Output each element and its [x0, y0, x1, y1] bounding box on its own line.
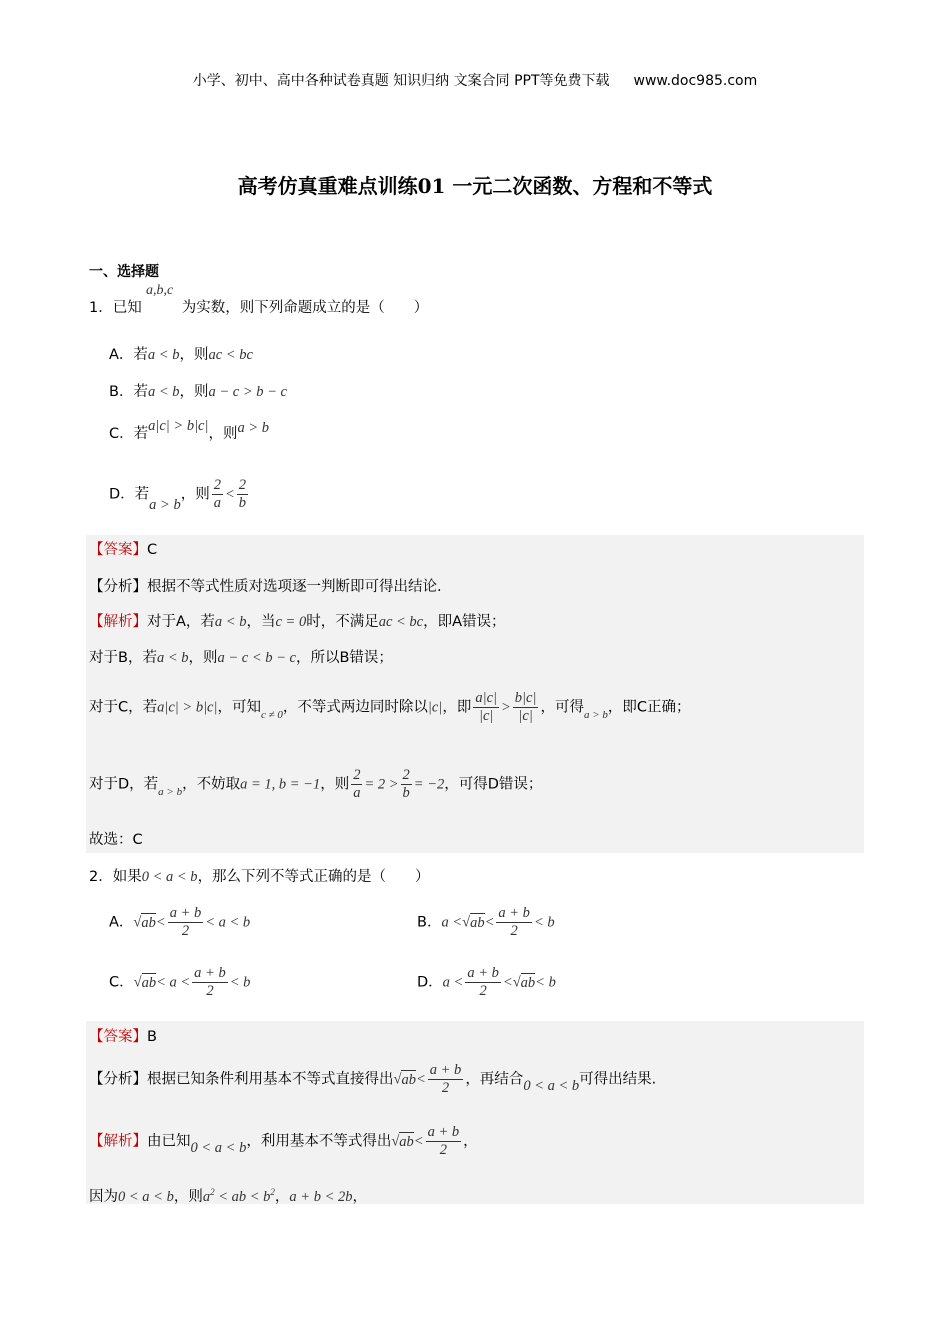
q1-vars: a,b,c: [146, 283, 174, 298]
q2-solution-2: 因为0 < a < b，则$a^2$ < ab < $b^2$，a + b < 2b，: [89, 1187, 367, 1205]
q1-answer: 【答案】C: [89, 542, 158, 558]
page-title: 高考仿真重难点训练01 一元二次函数、方程和不等式: [237, 174, 713, 198]
q1-solution-end: 故选：C: [89, 832, 143, 848]
q1-stem: 1．已知 为实数，则下列命题成立的是（ ）: [89, 300, 429, 316]
q1-analysis: 【分析】根据不等式性质对选项逐一判断即可得出结论.: [89, 579, 442, 595]
q1-option-d[interactable]: D．若a > b，则 $\frac{2}{a}$ < $\frac{2}{b}$: [109, 477, 247, 513]
q2-option-b[interactable]: B．a <√ab< $\frac{a + b}{2}$ < b: [417, 905, 555, 939]
q2-solution-box: [86, 1021, 864, 1204]
q1-solution-b: 对于B，若a < b，则a − c < b − c，所以B错误；: [89, 650, 393, 666]
q2-option-a[interactable]: A．√ab< $\frac{a + b}{2}$ < a < b: [109, 905, 251, 939]
q2-answer: 【答案】B: [89, 1029, 157, 1045]
q1-solution-c: 对于C，若a|c| > b|c|，可知$_{c \ne 0}$，不等式两边同时除以|c|，即 $\frac{a|c|}{|c|}$ > $\frac{b|c|}{|c|}$ ，可得$_{a > b}$，即C正确；: [89, 690, 691, 724]
q1-solution-a: 【解析】对于A，若a < b，当c = 0时，不满足ac < bc，即A错误；: [89, 614, 506, 630]
header-site[interactable]: www.doc985.com: [633, 73, 758, 89]
q1-solution-d: 对于D，若$_{a > b}$，不妨取a = 1, b = −1，则 $\frac{2}{a}$ = 2 > $\frac{2}{b}$ = −2，可得D错误；: [89, 767, 543, 801]
page-header: [0, 70, 950, 90]
q2-stem: 2．如果0 < a < b，那么下列不等式正确的是（ ）: [89, 869, 430, 885]
section-heading: 一、选择题: [89, 264, 159, 280]
q2-option-d[interactable]: D．a < $\frac{a + b}{2}$ <√ab< b: [417, 965, 556, 999]
q2-solution-1: 【解析】由已知0 < a < b，利用基本不等式得出√ab< $\frac{a + b}{2}$ ，: [89, 1124, 478, 1158]
q1-option-b[interactable]: B．若a < b，则a − c > b − c: [109, 384, 287, 400]
q1-option-a[interactable]: A．若a < b，则ac < bc: [109, 347, 253, 363]
q2-option-c[interactable]: C．√ab< a < $\frac{a + b}{2}$ < b: [109, 965, 251, 999]
header-text: 小学、初中、高中各种试卷真题 知识归纳 文案合同 PPT等免费下载: [192, 73, 610, 89]
q1-option-c[interactable]: C．若a|c| > b|c|，则a > b: [109, 418, 270, 442]
q2-analysis: 【分析】根据已知条件利用基本不等式直接得出√ab< $\frac{a + b}{2}$ ，再结合0 < a < b可得出结果.: [89, 1062, 657, 1096]
